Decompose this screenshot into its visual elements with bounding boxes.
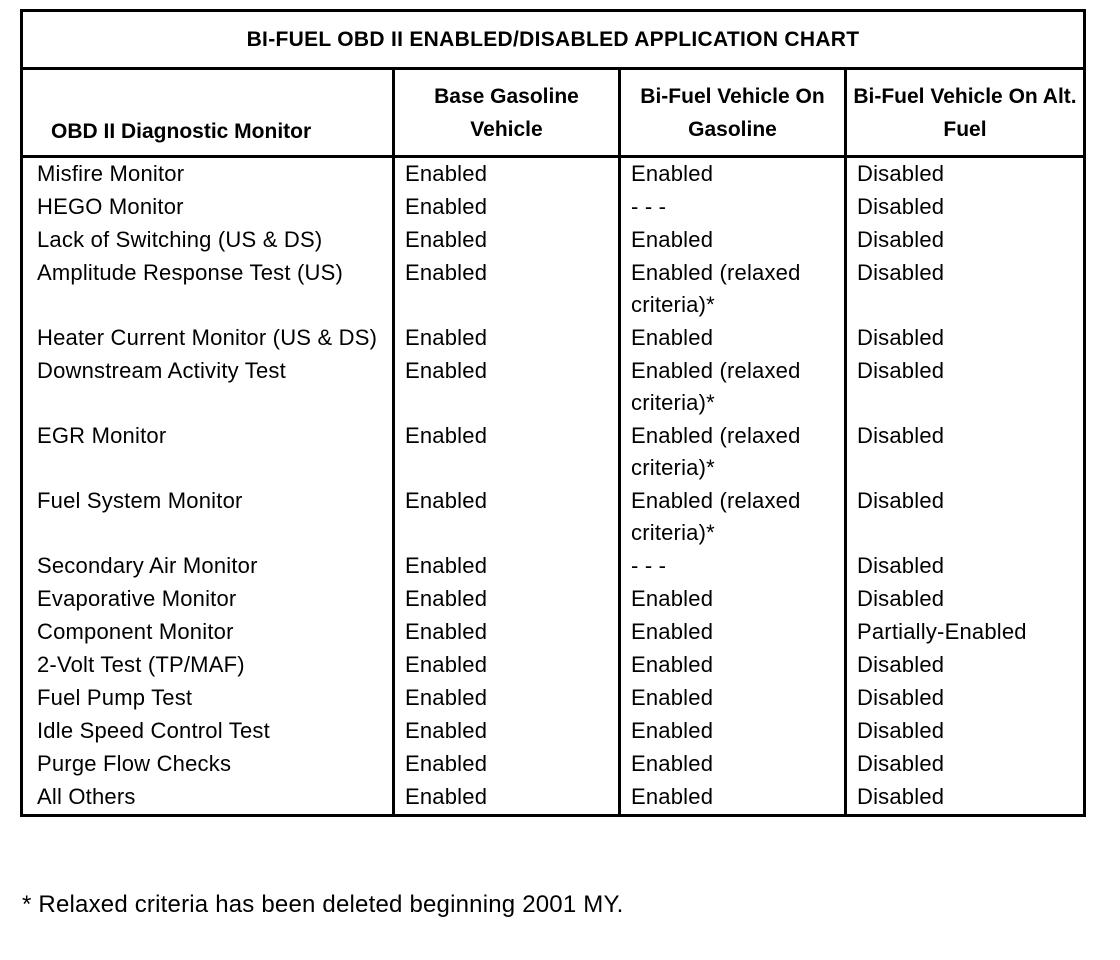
header-bifuel-alt-fuel: Bi-Fuel Vehicle On Alt. Fuel — [846, 69, 1085, 157]
bifuel-gasoline-cell: Enabled — [620, 649, 846, 682]
base-gasoline-cell: Enabled — [394, 682, 620, 715]
footnote: * Relaxed criteria has been deleted beginning 2001 MY. — [22, 891, 624, 918]
table-row — [22, 616, 1085, 649]
bifuel-alt-cell: Disabled — [846, 420, 1085, 485]
table-row — [22, 781, 1085, 816]
bifuel-gasoline-cell: Enabled (relaxed criteria)* — [620, 355, 846, 420]
monitor-cell: Idle Speed Control Test — [37, 718, 270, 743]
bifuel-alt-cell: Disabled — [846, 224, 1085, 257]
base-gasoline-cell: Enabled — [394, 257, 620, 322]
monitor-cell: Downstream Activity Test — [37, 358, 286, 383]
bifuel-alt-cell: Disabled — [846, 781, 1085, 816]
base-gasoline-cell: Enabled — [394, 224, 620, 257]
table-row — [22, 191, 1085, 224]
base-gasoline-cell: Enabled — [394, 355, 620, 420]
base-gasoline-cell: Enabled — [394, 322, 620, 355]
application-chart-table — [20, 9, 1086, 817]
base-gasoline-cell: Enabled — [394, 748, 620, 781]
chart-title-row — [22, 11, 1085, 69]
table-row — [22, 583, 1085, 616]
base-gasoline-cell: Enabled — [394, 715, 620, 748]
bifuel-alt-cell: Disabled — [846, 355, 1085, 420]
table-row — [22, 748, 1085, 781]
monitor-cell: Purge Flow Checks — [37, 751, 232, 776]
bifuel-gasoline-cell: Enabled — [620, 616, 846, 649]
bifuel-alt-cell: Disabled — [846, 748, 1085, 781]
monitor-cell: All Others — [37, 784, 136, 809]
bifuel-gasoline-cell: Enabled (relaxed criteria)* — [620, 420, 846, 485]
bifuel-gasoline-cell: Enabled — [620, 682, 846, 715]
monitor-cell: Amplitude Response Test (US) — [37, 260, 343, 285]
header-base-gasoline: Base Gasoline Vehicle — [394, 69, 620, 157]
bifuel-alt-cell: Disabled — [846, 191, 1085, 224]
base-gasoline-cell: Enabled — [394, 550, 620, 583]
monitor-cell: Lack of Switching (US & DS) — [37, 227, 323, 252]
chart-title: BI-FUEL OBD II ENABLED/DISABLED APPLICATION CHART — [22, 11, 1085, 69]
table-row — [22, 322, 1085, 355]
table-row — [22, 550, 1085, 583]
monitor-cell: Misfire Monitor — [37, 161, 185, 186]
header-bifuel-gasoline: Bi-Fuel Vehicle On Gasoline — [620, 69, 846, 157]
base-gasoline-cell: Enabled — [394, 485, 620, 550]
monitor-cell: EGR Monitor — [37, 423, 167, 448]
bifuel-gasoline-cell: Enabled — [620, 715, 846, 748]
table-row — [22, 649, 1085, 682]
bifuel-alt-cell: Disabled — [846, 257, 1085, 322]
base-gasoline-cell: Enabled — [394, 616, 620, 649]
base-gasoline-cell: Enabled — [394, 583, 620, 616]
base-gasoline-cell: Enabled — [394, 420, 620, 485]
chart-body — [22, 157, 1085, 816]
bifuel-gasoline-cell: Enabled (relaxed criteria)* — [620, 257, 846, 322]
monitor-cell: Component Monitor — [37, 619, 234, 644]
table-row — [22, 224, 1085, 257]
table-row — [22, 682, 1085, 715]
bifuel-gasoline-cell: Enabled — [620, 224, 846, 257]
bifuel-alt-cell: Disabled — [846, 550, 1085, 583]
bifuel-alt-cell: Partially-Enabled — [846, 616, 1085, 649]
table-row — [22, 485, 1085, 550]
monitor-cell: Evaporative Monitor — [37, 586, 237, 611]
base-gasoline-cell: Enabled — [394, 191, 620, 224]
bifuel-alt-cell: Disabled — [846, 715, 1085, 748]
bifuel-alt-cell: Disabled — [846, 322, 1085, 355]
bifuel-gasoline-cell: - - - — [620, 550, 846, 583]
table-row — [22, 420, 1085, 485]
bifuel-gasoline-cell: Enabled — [620, 781, 846, 816]
bifuel-gasoline-cell: Enabled — [620, 157, 846, 192]
bifuel-gasoline-cell: Enabled (relaxed criteria)* — [620, 485, 846, 550]
bifuel-alt-cell: Disabled — [846, 649, 1085, 682]
bifuel-gasoline-cell: Enabled — [620, 583, 846, 616]
monitor-cell: 2-Volt Test (TP/MAF) — [37, 652, 245, 677]
monitor-cell: HEGO Monitor — [37, 194, 184, 219]
monitor-cell: Fuel System Monitor — [37, 488, 243, 513]
base-gasoline-cell: Enabled — [394, 781, 620, 816]
table-row — [22, 157, 1085, 192]
monitor-cell: Heater Current Monitor (US & DS) — [37, 325, 378, 350]
bifuel-gasoline-cell: Enabled — [620, 322, 846, 355]
table-row — [22, 355, 1085, 420]
bifuel-gasoline-cell: Enabled — [620, 748, 846, 781]
bifuel-alt-cell: Disabled — [846, 682, 1085, 715]
bifuel-alt-cell: Disabled — [846, 157, 1085, 192]
header-monitor: OBD II Diagnostic Monitor — [22, 69, 394, 157]
table-row — [22, 257, 1085, 322]
base-gasoline-cell: Enabled — [394, 157, 620, 192]
monitor-cell: Fuel Pump Test — [37, 685, 193, 710]
bifuel-alt-cell: Disabled — [846, 485, 1085, 550]
bifuel-gasoline-cell: - - - — [620, 191, 846, 224]
bifuel-alt-cell: Disabled — [846, 583, 1085, 616]
monitor-cell: Secondary Air Monitor — [37, 553, 258, 578]
base-gasoline-cell: Enabled — [394, 649, 620, 682]
table-row — [22, 715, 1085, 748]
header-row — [22, 69, 1085, 157]
